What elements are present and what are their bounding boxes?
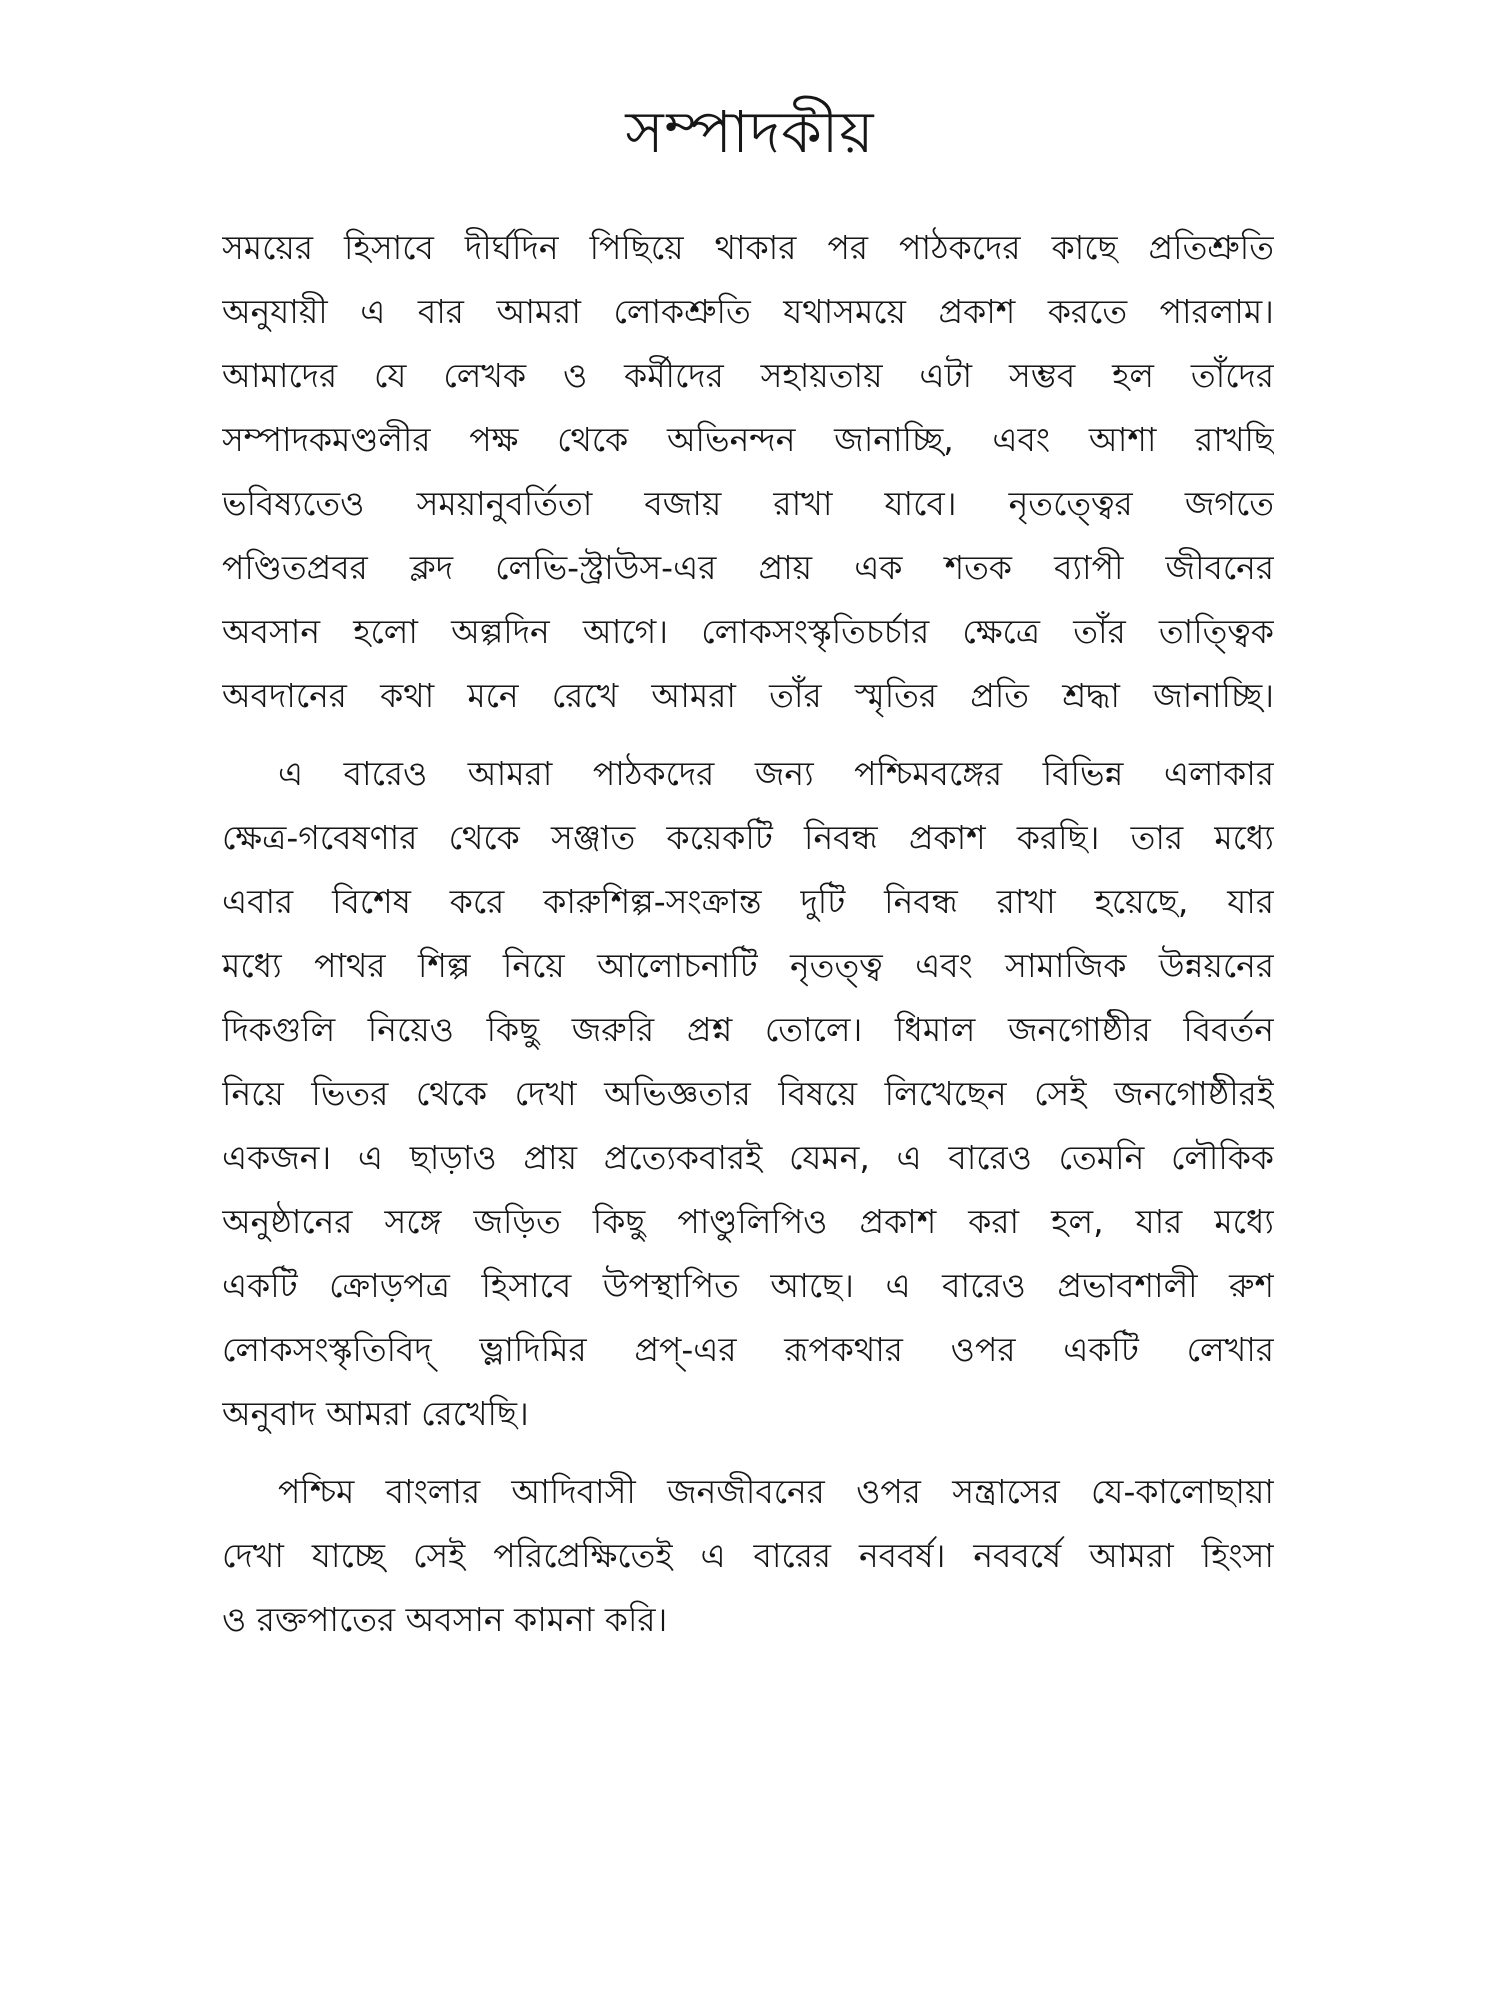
text-line: পণ্ডিতপ্রবর ক্লদ লেভি-স্ট্রাউস-এর প্রায় এক শতক ব্যাপী জীবনের: [222, 548, 1274, 587]
text-line: সম্পাদকমণ্ডলীর পক্ষ থেকে অভিনন্দন জানাচ্ছি, এবং আশা রাখছি: [222, 420, 1274, 459]
text-line: ভবিষ্যতেও সময়ানুবর্তিতা বজায় রাখা যাবে। নৃতত্ত্বের জগতে: [222, 484, 1274, 523]
text-line: পশ্চিম বাংলার আদিবাসী জনজীবনের ওপর সন্ত্রাসের যে-কালোছায়া: [278, 1472, 1274, 1511]
paragraph-1: [222, 216, 1274, 728]
text-line: অনুযায়ী এ বার আমরা লোকশ্রুতি যথাসময়ে প্রকাশ করতে পারলাম।: [222, 292, 1274, 331]
text-line: দিকগুলি নিয়েও কিছু জরুরি প্রশ্ন তোলে। ধিমাল জনগোষ্ঠীর বিবর্তন: [222, 1010, 1274, 1049]
text-line: অবসান হলো অল্পদিন আগে। লোকসংস্কৃতিচর্চার ক্ষেত্রে তাঁর তাত্ত্বিক: [222, 612, 1274, 651]
text-line: নিয়ে ভিতর থেকে দেখা অভিজ্ঞতার বিষয়ে লিখেছেন সেই জনগোষ্ঠীরই: [222, 1074, 1274, 1113]
editorial-body: [222, 216, 1274, 1652]
text-line: ও রক্তপাতের অবসান কামনা করি।: [222, 1600, 668, 1639]
text-line: মধ্যে পাথর শিল্প নিয়ে আলোচনাটি নৃতত্ত্ব এবং সামাজিক উন্নয়নের: [222, 946, 1274, 985]
text-line: সময়ের হিসাবে দীর্ঘদিন পিছিয়ে থাকার পর পাঠকদের কাছে প্রতিশ্রুতি: [222, 228, 1274, 267]
text-line: আমাদের যে লেখক ও কর্মীদের সহায়তায় এটা সম্ভব হল তাঁদের: [222, 356, 1274, 395]
text-line: একজন। এ ছাড়াও প্রায় প্রত্যেকবারই যেমন, এ বারেও তেমনি লৌকিক: [222, 1138, 1274, 1177]
text-line: লোকসংস্কৃতিবিদ্ ভ্লাদিমির প্রপ্-এর রূপকথার ওপর একটি লেখার: [222, 1330, 1274, 1369]
page-title: সম্পাদকীয়: [625, 98, 875, 166]
text-line: অনুষ্ঠানের সঙ্গে জড়িত কিছু পাণ্ডুলিপিও প্রকাশ করা হল, যার মধ্যে: [222, 1202, 1274, 1241]
paragraph-3: [222, 1460, 1274, 1652]
text-line: দেখা যাচ্ছে সেই পরিপ্রেক্ষিতেই এ বারের নববর্ষ। নববর্ষে আমরা হিংসা: [222, 1536, 1274, 1575]
paragraph-2: [222, 742, 1274, 1446]
text-line: এ বারেও আমরা পাঠকদের জন্য পশ্চিমবঙ্গের বিভিন্ন এলাকার: [278, 754, 1274, 793]
text-line: অনুবাদ আমরা রেখেছি।: [222, 1394, 529, 1433]
text-line: ক্ষেত্র-গবেষণার থেকে সঞ্জাত কয়েকটি নিবন্ধ প্রকাশ করছি। তার মধ্যে: [222, 818, 1274, 857]
text-line: অবদানের কথা মনে রেখে আমরা তাঁর স্মৃতির প্রতি শ্রদ্ধা জানাচ্ছি।: [222, 676, 1274, 715]
text-line: একটি ক্রোড়পত্র হিসাবে উপস্থাপিত আছে। এ বারেও প্রভাবশালী রুশ: [222, 1266, 1274, 1305]
text-line: এবার বিশেষ করে কারুশিল্প-সংক্রান্ত দুটি নিবন্ধ রাখা হয়েছে, যার: [222, 882, 1274, 921]
